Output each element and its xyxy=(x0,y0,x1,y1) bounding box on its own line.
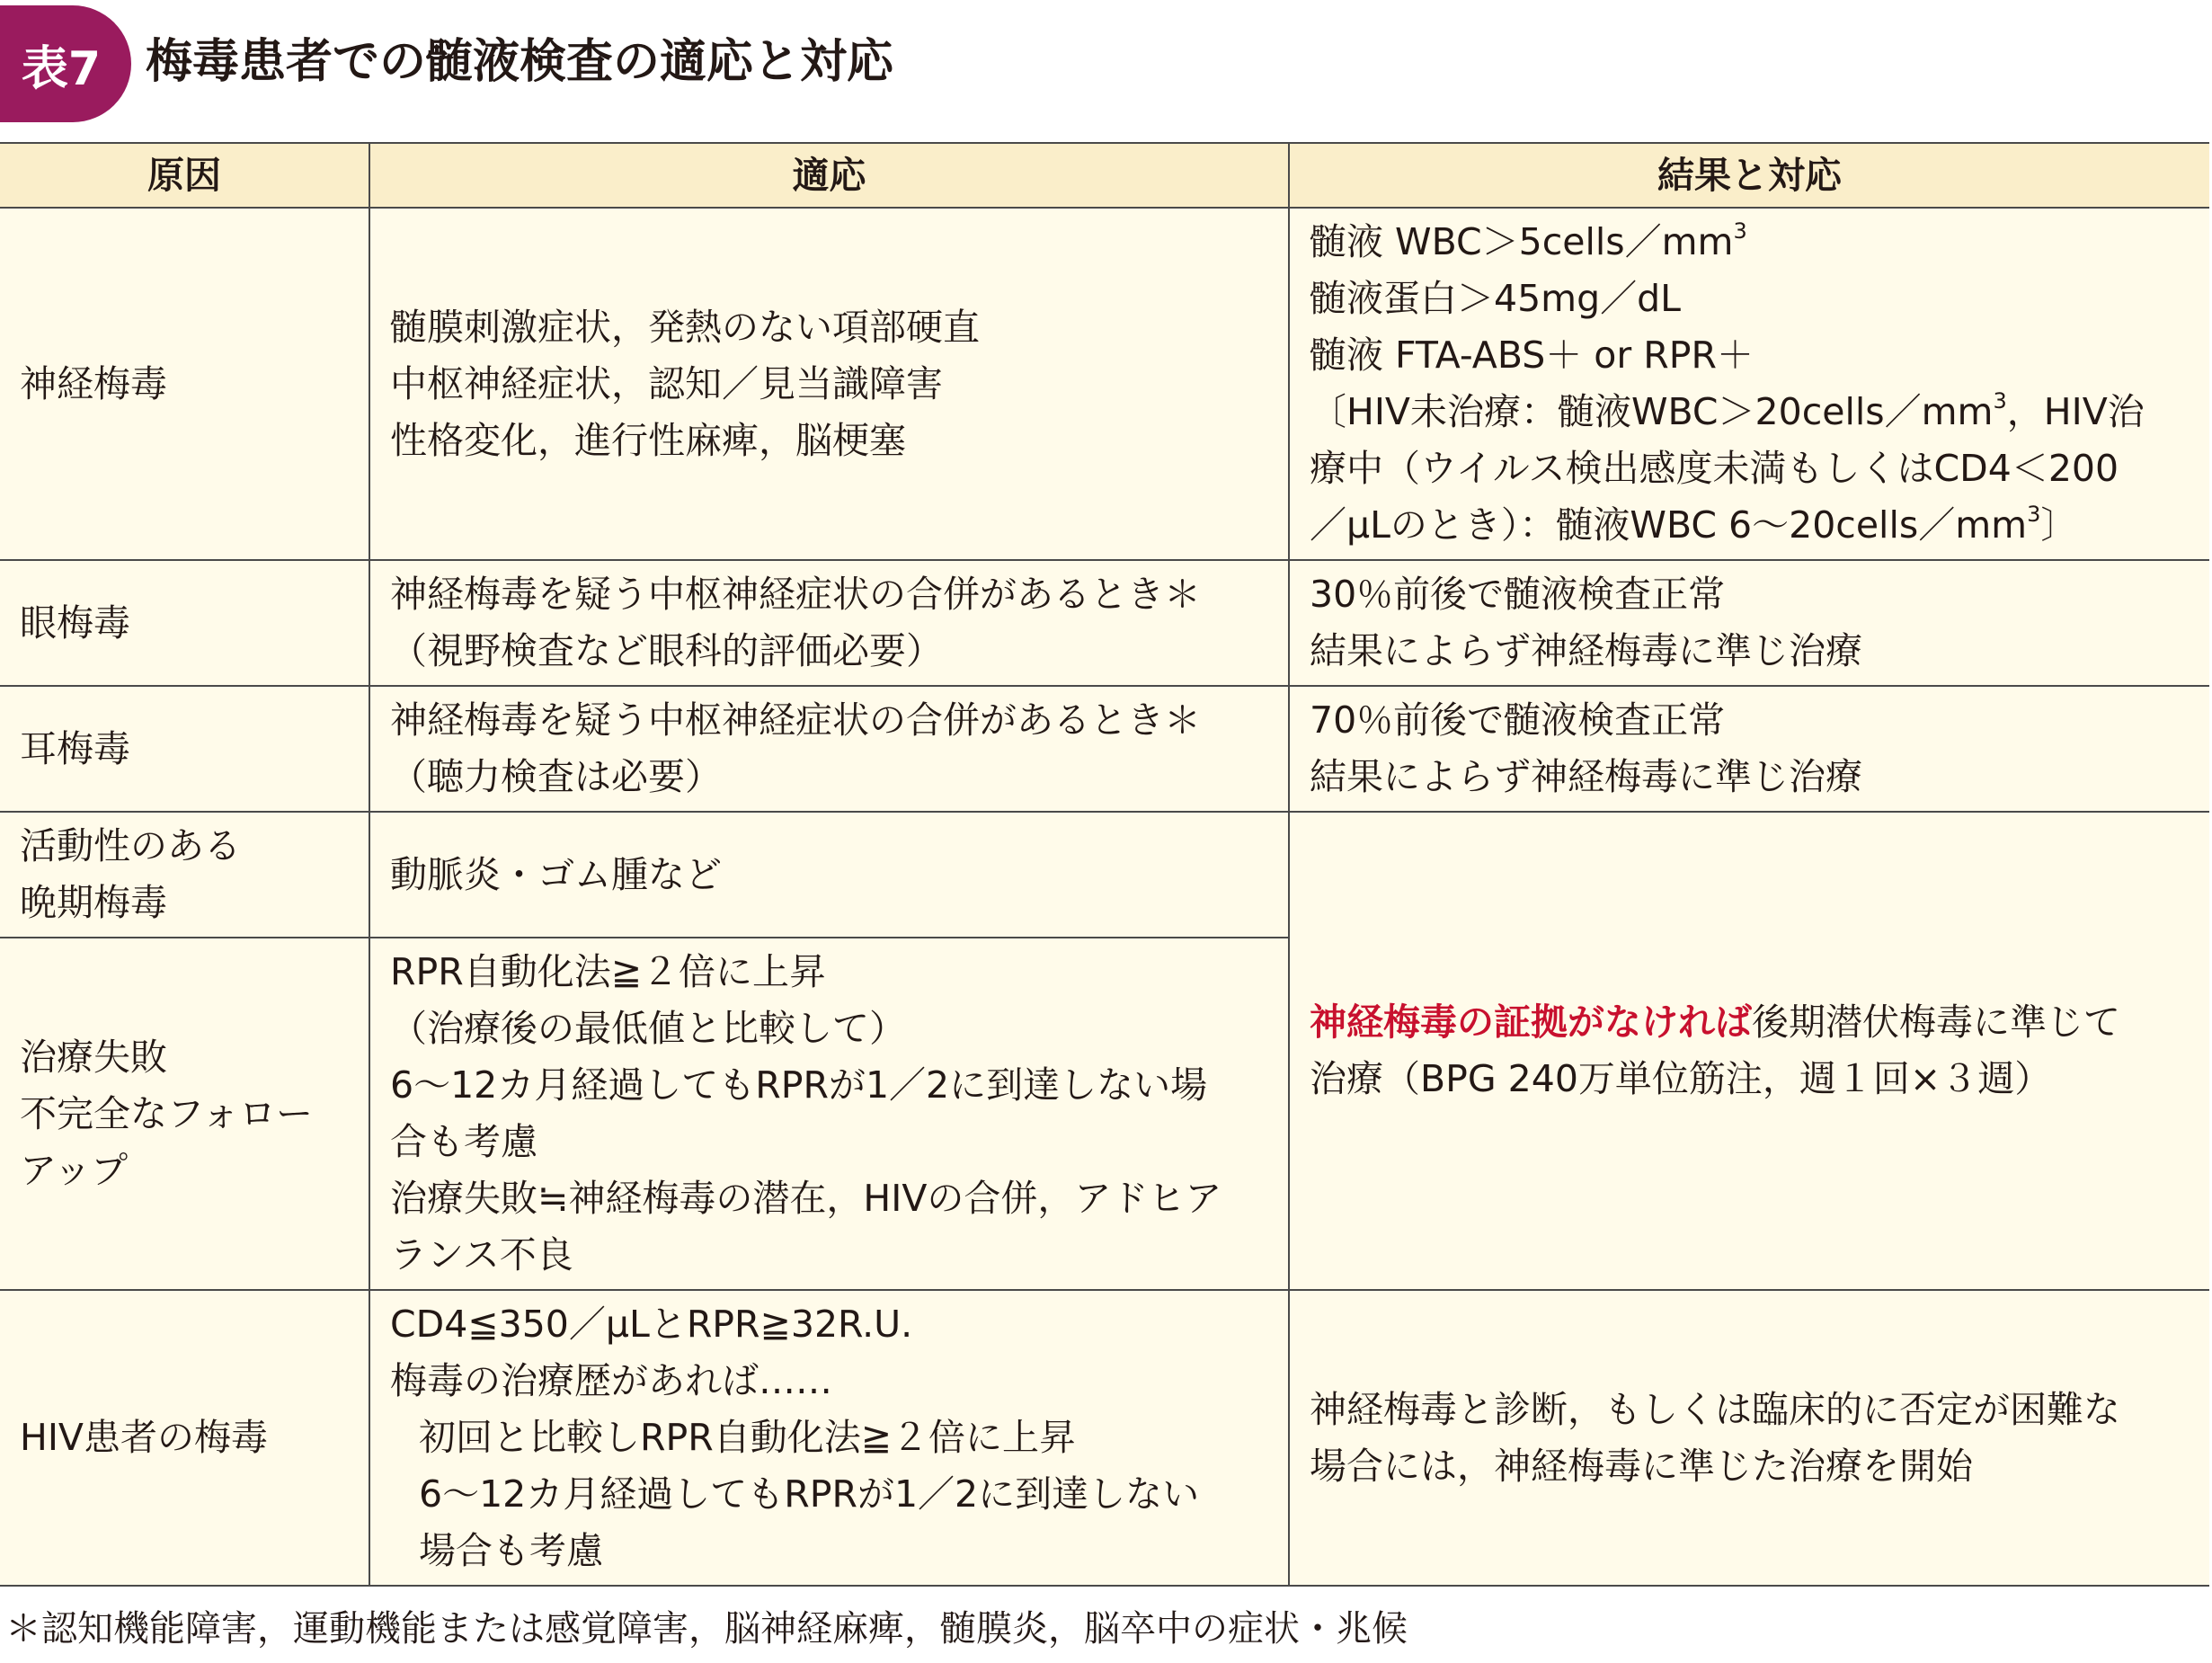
result-line: 神経梅毒の証拠がなければ後期潜伏梅毒に準じて xyxy=(1310,1000,2120,1044)
indication-line: 性格変化，進行性麻痺，脳梗塞 xyxy=(390,418,906,462)
indication-line: RPR自動化法≧２倍に上昇 xyxy=(390,950,827,993)
result-cell-merged xyxy=(1289,812,2209,1290)
result-line: 〔HIV未治療：髄液$WBC>20cells/mm^3$，HIV治 xyxy=(1310,388,2145,433)
indication-line: 6〜12カ月経過してもRPRが1／2に到達しない場 xyxy=(390,1063,1208,1107)
title-row xyxy=(0,0,2212,135)
table-title: 梅毒患者での髄液検査の適応と対応 xyxy=(146,35,894,89)
table-row xyxy=(0,208,2209,560)
indication-cell xyxy=(369,208,1289,560)
indication-line: 治療失敗≒神経梅毒の潜在，HIVの合併，アドヒア xyxy=(390,1177,1222,1220)
table-row xyxy=(0,1290,2209,1586)
cause-text: 晩期梅毒 xyxy=(20,881,167,924)
cause-cell xyxy=(0,938,369,1290)
result-line: 結果によらず神経梅毒に準じ治療 xyxy=(1310,629,1862,672)
indication-line: （視野検査など眼科的評価必要） xyxy=(390,629,943,672)
result-cell xyxy=(1289,560,2209,686)
indication-line: CD4≦350／μLとRPR≧32R.U. xyxy=(390,1303,913,1346)
indication-line: 合も考慮 xyxy=(390,1120,537,1163)
cause-text: 不完全なフォロー xyxy=(20,1091,313,1135)
indication-line: （聴力検査は必要） xyxy=(390,755,722,798)
indication-line: 中枢神経症状，認知／見当識障害 xyxy=(390,361,943,405)
header-row xyxy=(0,143,2209,208)
cause-text: 神経梅毒 xyxy=(20,361,167,405)
result-cell xyxy=(1289,686,2209,812)
cause-text: 眼梅毒 xyxy=(20,600,130,645)
result-line: 結果によらず神経梅毒に準じ治療 xyxy=(1310,755,1862,798)
indication-table xyxy=(0,142,2209,1587)
indication-cell xyxy=(369,812,1289,938)
result-line: 療中（ウイルス検出感度未満もしくはCD4＜200 xyxy=(1310,447,2119,490)
indication-line: 初回と比較しRPR自動化法≧２倍に上昇 xyxy=(419,1416,1077,1459)
cause-cell xyxy=(0,1290,369,1586)
result-line: 30％前後で髄液検査正常 xyxy=(1310,573,1726,616)
cause-cell xyxy=(0,560,369,686)
header-result: 結果と対応 xyxy=(1289,143,2209,208)
highlight-text: 神経梅毒の証拠がなければ xyxy=(1310,1000,1752,1044)
indication-cell xyxy=(369,938,1289,1290)
table-row xyxy=(0,812,2209,938)
header-cause: 原因 xyxy=(0,143,369,208)
result-line: 治療（BPG 240万単位筋注，週１回×３週） xyxy=(1310,1057,2052,1100)
cause-text: HIV患者の梅毒 xyxy=(20,1416,268,1459)
indication-line: ランス不良 xyxy=(390,1233,573,1276)
result-line: 神経梅毒と診断，もしくは臨床的に否定が困難な xyxy=(1310,1387,2120,1431)
result-cell xyxy=(1289,1290,2209,1586)
header-indication: 適応 xyxy=(369,143,1289,208)
result-line: 髄液蛋白＞45mg／dL xyxy=(1310,277,1682,320)
indication-cell xyxy=(369,560,1289,686)
indication-line: 神経梅毒を疑う中枢神経症状の合併があるとき＊ xyxy=(390,573,1201,616)
result-line: 髄液 FTA-ABS＋ or RPR＋ xyxy=(1310,333,1754,377)
table-badge: 表7 xyxy=(0,5,131,122)
indication-line: 6〜12カ月経過してもRPRが1／2に到達しない xyxy=(419,1472,1200,1516)
indication-cell xyxy=(369,1290,1289,1586)
cause-text: 活動性のある xyxy=(20,824,241,867)
cause-text: アップ xyxy=(20,1148,129,1192)
result-line: 70％前後で髄液検査正常 xyxy=(1310,698,1726,742)
indication-line: 神経梅毒を疑う中枢神経症状の合併があるとき＊ xyxy=(390,698,1201,742)
indication-line: 動脈炎・ゴム腫など xyxy=(390,852,722,896)
indication-line: （治療後の最低値と比較して） xyxy=(390,1007,906,1050)
indication-line: 梅毒の治療歴があれば…… xyxy=(390,1359,832,1402)
table-row xyxy=(0,560,2209,686)
cause-cell xyxy=(0,812,369,938)
footnote: ＊認知機能障害，運動機能または感覚障害，脳神経麻痺，髄膜炎，脳卒中の症状・兆候 xyxy=(5,1608,1408,1650)
cause-text: 耳梅毒 xyxy=(20,726,130,770)
result-cell xyxy=(1289,208,2209,560)
result-line: ／μLのとき）：髄液WBC 6〜$20cells/mm^3$〕 xyxy=(1310,502,2078,547)
indication-line: 髄膜刺激症状，発熱のない項部硬直 xyxy=(390,305,980,349)
indication-line: 場合も考慮 xyxy=(419,1529,603,1572)
result-line: 場合には，神経梅毒に準じた治療を開始 xyxy=(1310,1444,1973,1488)
cause-cell xyxy=(0,686,369,812)
table-row xyxy=(0,686,2209,812)
result-line: 髄液 $WBC>5cells/mm^3$ xyxy=(1310,218,1747,263)
cause-text: 治療失敗 xyxy=(20,1035,167,1079)
cause-cell xyxy=(0,208,369,560)
indication-cell xyxy=(369,686,1289,812)
